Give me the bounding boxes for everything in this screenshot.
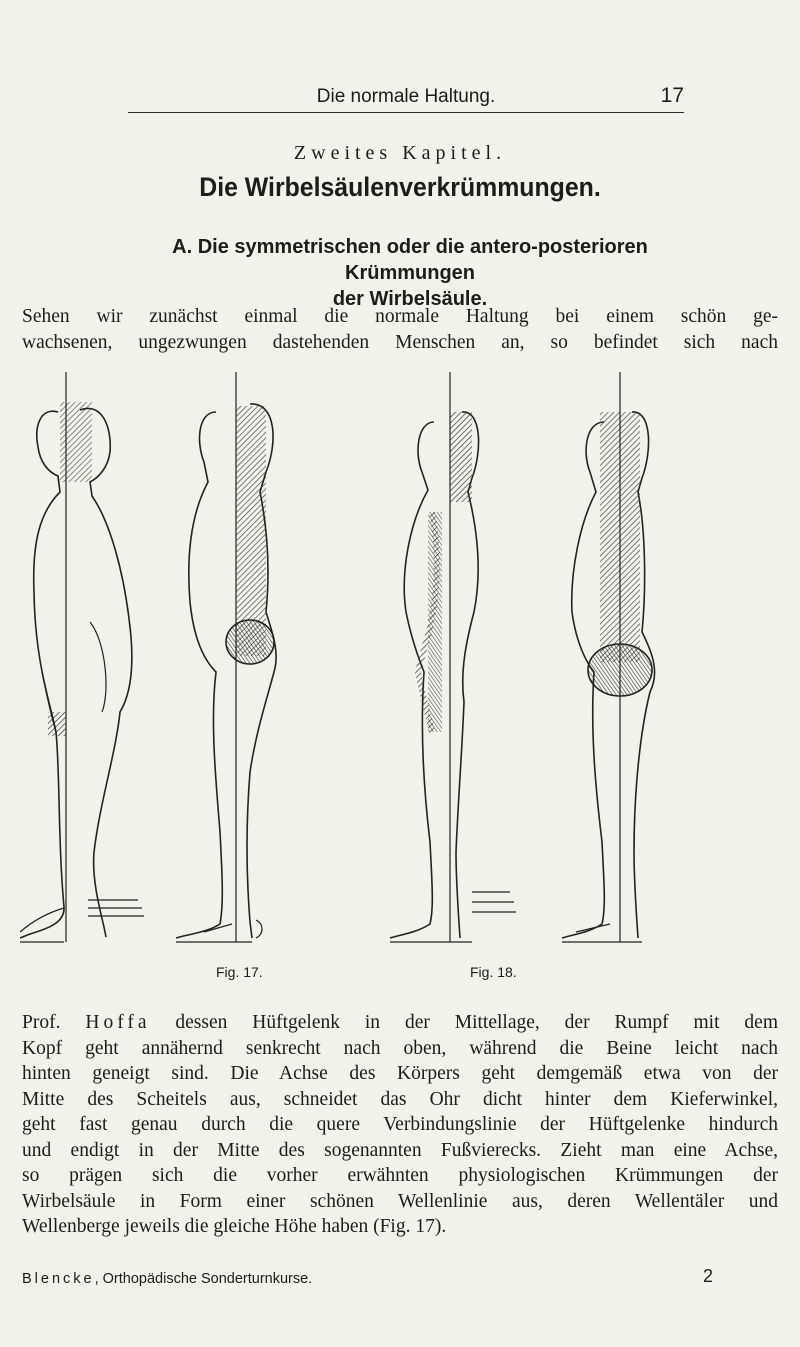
- text-line: hinten geneigt sind. Die Achse des Körpers geht demgemäß etwa von der: [22, 1063, 778, 1084]
- figure-side-view-3: [390, 372, 516, 942]
- text-line: [22, 1010, 778, 1036]
- figure-side-view-4: [562, 372, 655, 942]
- text-line: Wirbelsäule in Form einer schönen Wellenlinie aus, deren Wellentäler und: [22, 1190, 778, 1212]
- footer-title: , Orthopädische Sonderturnkurse.: [94, 1271, 313, 1287]
- text-line: so prägen sich die vorher erwähnten physiologischen Krümmungen der: [22, 1165, 778, 1186]
- text-line: geht fast genau durch die quere Verbindungslinie der Hüftgelenke hindurch: [22, 1114, 778, 1135]
- sheet-number: 2: [703, 1266, 714, 1286]
- subsection-title: [120, 234, 700, 312]
- intro-paragraph: [22, 304, 778, 355]
- text-line: Mitte des Scheitels aus, schneidet das Ohr dicht hinter dem Kieferwinkel,: [22, 1088, 778, 1110]
- page-number: 17: [660, 84, 684, 107]
- chapter-label: Zweites Kapitel.: [293, 142, 507, 164]
- text-line: Sehen wir zunächst einmal die normale Haltung bei einem schön ge-: [22, 306, 778, 327]
- section-title: Die Wirbelsäulenverkrümmungen.: [199, 172, 601, 202]
- text-line: Kopf geht annähernd senkrecht nach oben, während die Beine leicht nach: [22, 1037, 778, 1059]
- footer-note: [22, 1271, 722, 1287]
- figure-18-caption: Fig. 18.: [470, 964, 517, 980]
- line-prefix: Prof.: [22, 1012, 86, 1033]
- subsection-title-line-2: der Wirbelsäule.: [332, 288, 488, 310]
- running-title: Die normale Haltung.: [316, 86, 496, 107]
- text-line: Wellenberge jeweils die gleiche Höhe haben (Fig. 17).: [22, 1216, 447, 1237]
- footer-author: Blencke: [22, 1271, 95, 1287]
- running-header: [128, 84, 684, 113]
- text-line: und endigt in der Mitte des sogenannten Fußvierecks. Zieht man eine Achse,: [22, 1139, 778, 1161]
- line-rest: dessen Hüftgelenk in der Mittellage, der Rumpf mit dem: [150, 1012, 778, 1033]
- text-line: wachsenen, ungezwungen dastehenden Menschen an, so befindet sich nach: [22, 331, 778, 353]
- figure-back-view-1: [20, 372, 144, 942]
- body-paragraph: [22, 1010, 778, 1240]
- figure-17-caption: Fig. 17.: [216, 964, 263, 980]
- posture-figures: [20, 372, 780, 972]
- figure-side-view-2: [176, 372, 276, 942]
- author-name: Hoffa: [85, 1012, 151, 1033]
- subsection-title-line-1: A. Die symmetrischen oder die antero-posterioren Krümmungen: [172, 236, 648, 284]
